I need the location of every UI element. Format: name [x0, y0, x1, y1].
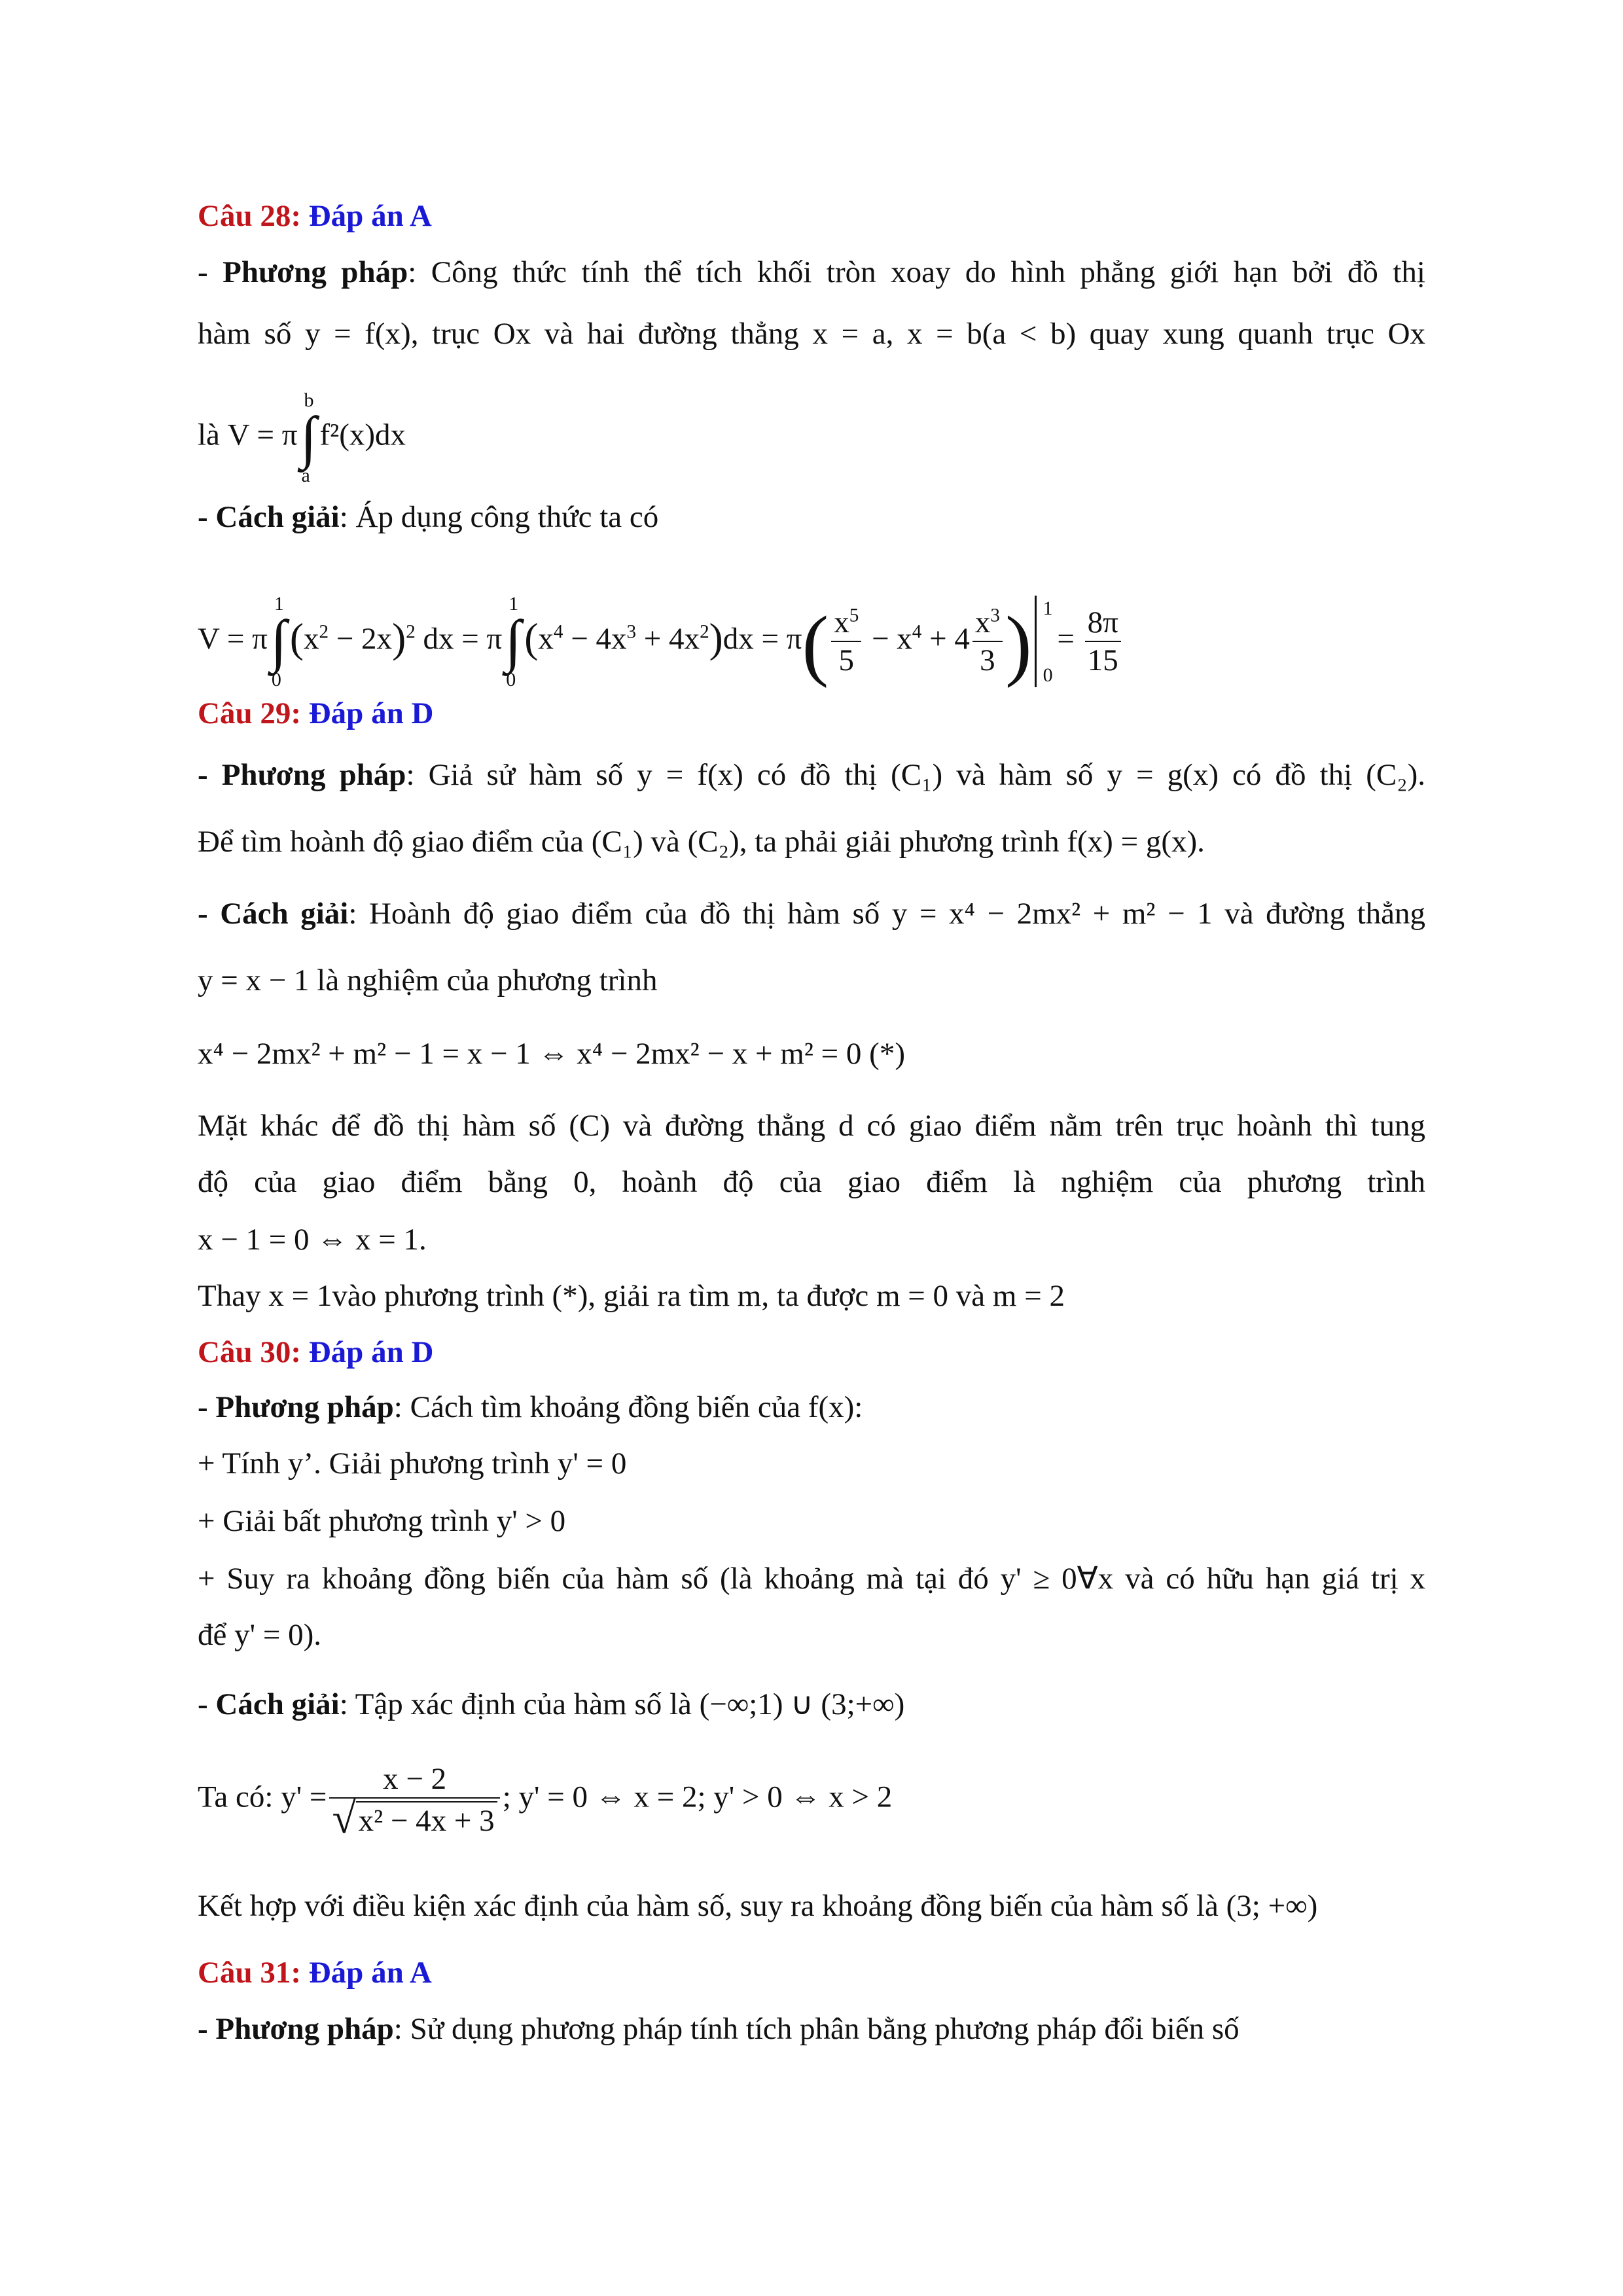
text: y = g(x) [1107, 758, 1219, 792]
text: x² − 4x + 3 [356, 1801, 497, 1839]
text: Mặt khác để đồ thị hàm số (C) và đường thẳng d có giao điểm nằm trên trục hoành thì tung [198, 1109, 1425, 1143]
text: y' > 0 [496, 1504, 566, 1538]
q29-solution-line2 [198, 961, 1425, 1000]
text: 0 [271, 668, 281, 691]
text: (C₂). [1366, 758, 1426, 792]
q29-paragraph-line1 [198, 1106, 1425, 1145]
question-number: Câu 30: [198, 1335, 301, 1369]
text: x − 1 = 0 ⇔ x = 1. [198, 1223, 427, 1257]
integral-sign: b ∫ a [298, 408, 320, 467]
text: ; y' = 0 ⇔ x = 2; y' > 0 ⇔ x > 2 [502, 1780, 893, 1814]
q29-paragraph-line2 [198, 1162, 1425, 1202]
solution-label: - Cách giải [198, 500, 340, 534]
q30-step3 [198, 1559, 1425, 1598]
text: 15 [1087, 643, 1118, 677]
solution-text: : Áp dụng công thức ta có [339, 500, 659, 534]
answer-label: Đáp án A [308, 199, 432, 233]
q29-solution [198, 894, 1425, 933]
solution-label: - Cách giải [198, 1687, 340, 1721]
q28-calculation: V = π 1 ∫ 0 $(x^2 - 2x)^2$ dx = π 1 ∫ 0 $(x^4 - 4x^3 + 4x^2)dx = \pi$( $\frac{x^5}{5}$ − $x^4 + 4$ $\frac{x^3}{3}$ ) 1 0 = $\frac{8\pi}{15}$ [198, 596, 1425, 674]
derivative-fraction [329, 1761, 499, 1842]
answer-label: Đáp án A [308, 1956, 432, 1990]
text: và [651, 825, 680, 859]
q30-method [198, 1388, 1425, 1427]
text: và [955, 1279, 986, 1313]
method-text: : Công thức tính thể tích khối tròn xoay do hình phẳng giới hạn bởi đồ thị [408, 255, 1425, 289]
text: Ta có: [198, 1780, 274, 1814]
text: f(x) = g(x). [1067, 825, 1205, 859]
text: để [198, 1618, 227, 1652]
formula-right: f²(x)dx [319, 418, 406, 452]
q29-method [198, 755, 1425, 795]
q28-method [198, 253, 1425, 292]
text: (C₁) [591, 825, 643, 859]
text: có đồ thị [1232, 758, 1353, 792]
text: y' = 0 [234, 1618, 304, 1652]
question-number: Câu 28: [198, 199, 301, 233]
method-label: - Phương pháp [198, 758, 406, 792]
text: + Giải bất phương trình [198, 1504, 489, 1538]
text: x = 1 [268, 1279, 332, 1313]
text: : Sử dụng phương pháp tính tích phân bằng phương pháp đổi biến số [393, 2012, 1240, 2046]
text: quay xung quanh trục Ox [1089, 317, 1426, 351]
text: là nghiệm của phương trình [317, 963, 658, 997]
square-root: √x² − 4x + 3 [332, 1801, 497, 1839]
q29-conclusion [198, 1276, 1425, 1316]
q30-heading [198, 1333, 1425, 1372]
answer-label: Đáp án D [308, 1335, 434, 1369]
method-label: - Phương pháp [198, 2012, 394, 2046]
text: x⁴ − 2mx² + m² − 1 = x − 1 ⇔ x⁴ − 2mx² − x + m² = 0 (*) [198, 1037, 905, 1071]
integral-sign: 1 ∫ 0 [268, 612, 290, 670]
q29-heading [198, 694, 1425, 733]
text: và có hữu hạn giá trị x [1125, 1562, 1426, 1596]
text: , trục Ox và hai đường thẳng [410, 317, 799, 351]
text: Thay [198, 1279, 261, 1313]
text: , ta phải giải phương trình [739, 825, 1060, 859]
text: 0 [1043, 664, 1053, 686]
question-number: Câu 31: [198, 1956, 301, 1990]
answer-label: Đáp án D [308, 696, 434, 730]
q29-paragraph-line3 [198, 1220, 1425, 1259]
evaluation-bar [1035, 596, 1053, 687]
text: độ của giao điểm bằng 0, hoành độ của giao điểm là nghiệm của phương trình [198, 1165, 1425, 1199]
formula-left: V = π [227, 418, 298, 452]
q31-heading [198, 1953, 1425, 1992]
q29-method-line2 [198, 822, 1425, 861]
text: m = 0 [876, 1279, 949, 1313]
text: 0 [506, 668, 516, 691]
q28-heading [198, 196, 1425, 236]
q28-volume-formula [198, 389, 1425, 487]
bounds-expression: x = a, x = b(a < b) [812, 317, 1077, 351]
domain-expression: (−∞;1) ∪ (3;+∞) [699, 1687, 905, 1721]
q28-solution [198, 497, 1425, 537]
function-expression: y = f(x) [304, 317, 411, 351]
text: 1 [508, 593, 519, 615]
q30-solution [198, 1685, 1425, 1724]
text: và hàm số [956, 758, 1094, 792]
q29-equation [198, 1034, 1425, 1073]
text: y' = [281, 1780, 327, 1814]
text: là [198, 418, 220, 452]
integral-lower-limit: a [301, 465, 310, 487]
text: vào phương trình (*), giải ra tìm m, ta được [332, 1279, 869, 1313]
text: ). [303, 1618, 322, 1652]
integral-sign: 1 ∫ 0 [502, 612, 524, 670]
method-label: - Phương pháp [198, 1390, 394, 1424]
q28-method-line2 [198, 314, 1425, 353]
result-interval: (3; +∞) [1226, 1889, 1318, 1923]
text: : Hoành độ giao điểm của đồ thị hàm số [348, 897, 880, 931]
text: 8π [1085, 604, 1121, 642]
text: y' = 0 [557, 1446, 627, 1480]
text: m = 2 [992, 1279, 1065, 1313]
text: y = x⁴ − 2mx² + m² − 1 [891, 897, 1213, 931]
text: Để tìm hoành độ giao điểm của [198, 825, 584, 859]
text: (C₁) [891, 758, 943, 792]
text: có đồ thị [757, 758, 878, 792]
method-label: - Phương pháp [198, 255, 408, 289]
fraction: $\frac{x^3}{3}$ [972, 604, 1003, 679]
text: Kết hợp với điều kiện xác định của hàm số, suy ra khoảng đồng biến của hàm số là [198, 1889, 1219, 1923]
text: : Cách tìm khoảng đồng biến của f(x): [393, 1390, 863, 1424]
question-number: Câu 29: [198, 696, 301, 730]
q30-step2 [198, 1501, 1425, 1541]
text: + Tính y’. Giải phương trình [198, 1446, 550, 1480]
text: y = x − 1 [198, 963, 310, 997]
text: 1 [1043, 598, 1053, 619]
text: hàm số [198, 317, 292, 351]
fraction: $\frac{x^5}{5}$ [831, 604, 861, 679]
result-fraction [1085, 604, 1121, 679]
text: y = f(x) [637, 758, 743, 792]
text: y' ≥ 0∀x [1000, 1562, 1114, 1596]
text: : Tập xác định của hàm số là [339, 1687, 692, 1721]
q30-derivative [198, 1761, 1425, 1842]
text: + Suy ra khoảng đồng biến của hàm số (là khoảng mà tại đó [198, 1562, 989, 1596]
text: và đường thẳng [1224, 897, 1426, 931]
q30-step1 [198, 1444, 1425, 1483]
q30-step3-line2 [198, 1615, 1425, 1655]
q30-conclusion [198, 1886, 1425, 1926]
text: : Giả sử hàm số [406, 758, 624, 792]
text: (C₂) [687, 825, 740, 859]
integral-upper-limit: b [304, 389, 314, 411]
solution-label: - Cách giải [198, 897, 349, 931]
q31-method [198, 2009, 1425, 2049]
text: 1 [274, 593, 284, 615]
text: x − 2 [329, 1761, 499, 1799]
